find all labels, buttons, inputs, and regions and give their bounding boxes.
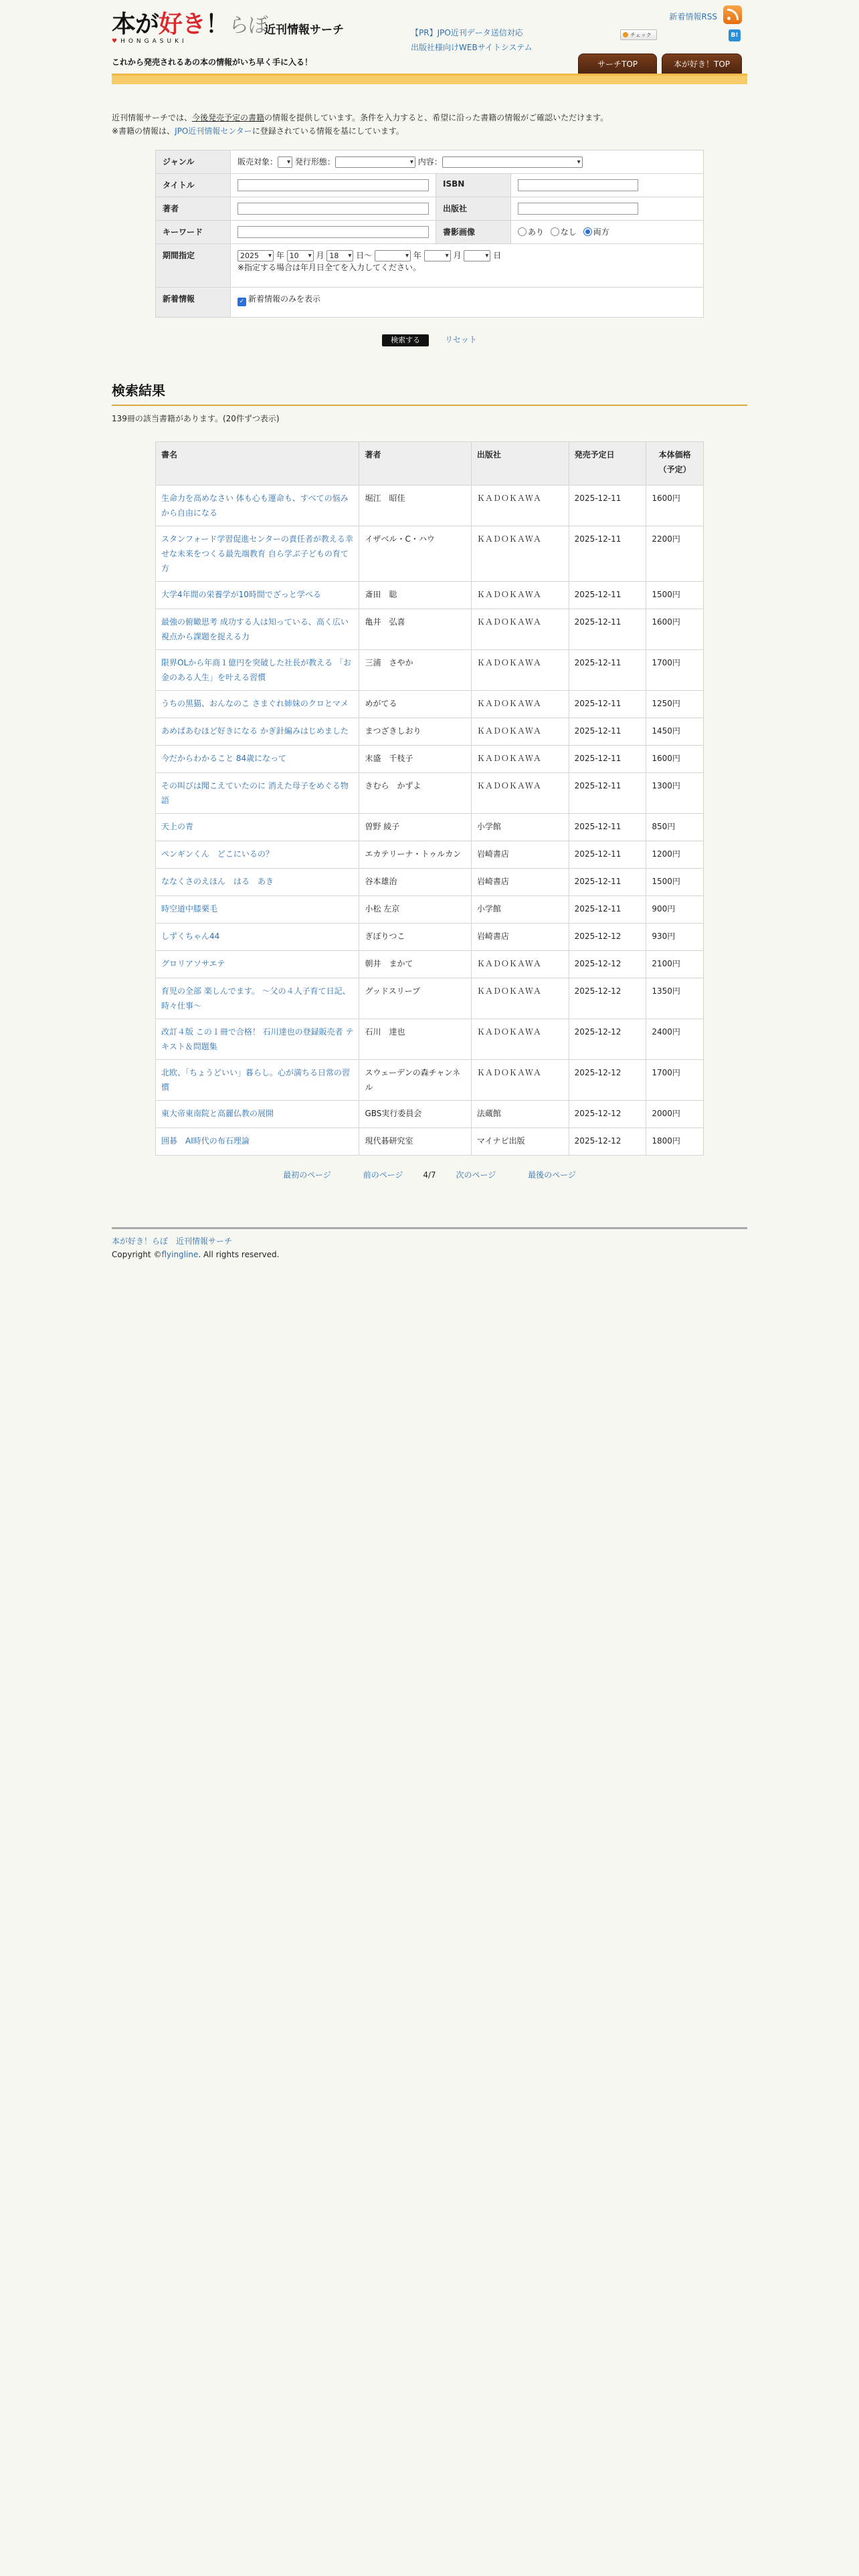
book-publisher: ＫＡＤＯＫＡＷＡ <box>476 1068 541 1077</box>
table-cell <box>359 869 471 896</box>
period-label: 期間指定 <box>156 244 231 288</box>
pagination <box>112 1169 747 1180</box>
author-input[interactable] <box>237 203 429 215</box>
table-row <box>156 896 704 924</box>
tab-site-top[interactable]: 本が好き！TOP <box>662 53 742 75</box>
table-cell <box>471 924 569 951</box>
book-author: 現代碁研究室 <box>365 1136 413 1146</box>
table-cell <box>471 486 569 526</box>
table-cell <box>646 582 704 609</box>
pr-label: 【PR】 <box>411 28 438 37</box>
table-cell <box>359 841 471 869</box>
table-cell <box>569 1128 646 1156</box>
book-publisher: マイナビ出版 <box>476 1136 525 1146</box>
book-publisher: ＫＡＤＯＫＡＷＡ <box>476 699 541 708</box>
end-month-select[interactable] <box>424 250 451 261</box>
book-author: ぎぼりつこ <box>365 932 405 941</box>
book-publisher: ＫＡＤＯＫＡＷＡ <box>476 534 541 544</box>
book-price: 1350円 <box>652 986 680 996</box>
book-release-date: 2025-12-12 <box>574 959 622 968</box>
book-author: 三浦 さやか <box>365 658 413 667</box>
table-cell <box>359 924 471 951</box>
target-select[interactable] <box>278 156 292 168</box>
table-row <box>156 869 704 896</box>
book-price: 1600円 <box>652 617 680 627</box>
book-price: 1700円 <box>652 1068 680 1077</box>
book-release-date: 2025-12-12 <box>574 932 622 941</box>
col-release-date: 発売予定日 <box>569 442 646 486</box>
end-day-select[interactable] <box>464 250 490 261</box>
table-cell <box>156 526 359 582</box>
isbn-label: ISBN <box>436 174 511 197</box>
book-title-link[interactable]: 改訂４版 この１冊で合格！ 石川達也の登録販売者 テキスト＆問題集 <box>161 1027 354 1051</box>
book-release-date: 2025-12-12 <box>574 986 622 996</box>
book-price: 900円 <box>652 904 676 914</box>
table-cell <box>156 978 359 1019</box>
book-title-link[interactable]: 限界OLから年商１億円を突破した社長が教える 「お金のある人生」を叶える習慣 <box>161 658 351 682</box>
table-cell <box>646 1019 704 1060</box>
table-cell <box>569 650 646 691</box>
keyword-input[interactable] <box>237 226 429 238</box>
pager-prev[interactable]: 前のページ <box>363 1170 403 1180</box>
book-title-link[interactable]: 今だからわかること 84歳になって <box>161 754 287 763</box>
book-price: 1800円 <box>652 1136 680 1146</box>
book-author: グッドスリープ <box>365 986 421 996</box>
table-row <box>156 1060 704 1101</box>
table-cell <box>569 718 646 746</box>
site-footer: 本が好き！らぼ 近刊情報サーチ Copyright ©flyingline. All rights reserved. <box>112 1227 747 1261</box>
table-row <box>156 951 704 978</box>
table-row <box>156 1019 704 1060</box>
table-cell <box>359 486 471 526</box>
cover-radio-no[interactable] <box>551 227 559 236</box>
book-release-date: 2025-12-11 <box>574 617 622 627</box>
table-cell <box>156 718 359 746</box>
keyword-label: キーワード <box>156 221 231 244</box>
table-cell <box>156 1128 359 1156</box>
table-cell <box>646 718 704 746</box>
logo-text: 本が好き！らぼ <box>112 10 268 38</box>
book-release-date: 2025-12-11 <box>574 726 622 736</box>
book-title-link[interactable]: 最強の俯瞰思考 成功する人は知っている、高く広い視点から課題を捉える力 <box>161 617 349 641</box>
book-author: 石川 達也 <box>365 1027 405 1037</box>
book-price: 1300円 <box>652 781 680 790</box>
table-cell <box>569 814 646 841</box>
table-cell <box>156 746 359 773</box>
table-cell <box>646 650 704 691</box>
book-publisher: 岩崎書店 <box>476 877 509 886</box>
col-price: 本体価格（予定） <box>646 442 704 486</box>
pager-next[interactable]: 次のページ <box>456 1170 496 1180</box>
book-publisher: 小学館 <box>476 904 501 914</box>
book-author: 小松 左京 <box>365 904 400 914</box>
book-title-link[interactable]: 育児の全部 楽しんでます。 ～父の４人子育て日記、時々仕事～ <box>161 986 351 1010</box>
table-cell <box>646 773 704 814</box>
book-publisher: ＫＡＤＯＫＡＷＡ <box>476 617 541 627</box>
col-publisher: 出版社 <box>471 442 569 486</box>
table-cell <box>156 773 359 814</box>
search-button[interactable]: 検索する <box>382 334 429 346</box>
form-buttons <box>112 334 747 346</box>
isbn-input[interactable] <box>518 179 638 191</box>
table-cell <box>156 951 359 978</box>
book-title-link[interactable]: 北欧、「ちょうどいい」暮らし。心が満ちる日常の習慣 <box>161 1068 351 1092</box>
book-publisher: 小学館 <box>476 822 501 831</box>
table-cell <box>471 841 569 869</box>
book-release-date: 2025-12-11 <box>574 822 622 831</box>
book-release-date: 2025-12-11 <box>574 494 622 503</box>
table-cell <box>569 582 646 609</box>
book-title-link[interactable]: あめぱあむほど好きになる かぎ針編みはじめました <box>161 726 349 736</box>
table-row <box>156 814 704 841</box>
new-only-checkbox[interactable]: ✓ <box>237 298 246 306</box>
table-cell <box>359 1060 471 1101</box>
book-author: GBS実行委員会 <box>365 1109 422 1118</box>
pr-link-web-system[interactable]: 出版社様向けWEBサイトシステム <box>411 43 533 52</box>
new-label: 新着情報 <box>156 288 231 318</box>
book-price: 930円 <box>652 932 676 941</box>
site-header <box>112 0 747 87</box>
table-row <box>156 773 704 814</box>
book-author: 曽野 綾子 <box>365 822 400 831</box>
table-cell <box>646 526 704 582</box>
table-cell <box>471 1019 569 1060</box>
book-title-link[interactable]: 生命力を高めなさい 体も心も運命も、すべての悩みから自由になる <box>161 494 349 518</box>
book-author: エカテリーナ・トゥルカン <box>365 849 462 859</box>
table-row <box>156 718 704 746</box>
table-cell <box>156 691 359 718</box>
table-cell <box>359 814 471 841</box>
site-tagline: これから発売されるあの本の情報がいち早く手に入る！ <box>112 58 313 67</box>
book-release-date: 2025-12-11 <box>574 849 622 859</box>
book-price: 2100円 <box>652 959 680 968</box>
book-price: 1600円 <box>652 494 680 503</box>
book-release-date: 2025-12-11 <box>574 534 622 544</box>
book-publisher: ＫＡＤＯＫＡＷＡ <box>476 1027 541 1037</box>
book-title-link[interactable]: 時空道中膝栗毛 <box>161 904 218 914</box>
pr-block <box>411 25 533 55</box>
book-price: 1600円 <box>652 754 680 763</box>
table-cell <box>471 650 569 691</box>
pr-link-jpo[interactable]: JPO近刊データ送信対応 <box>437 28 523 37</box>
table-cell <box>156 924 359 951</box>
book-release-date: 2025-12-12 <box>574 1068 622 1077</box>
table-cell <box>156 1060 359 1101</box>
book-release-date: 2025-12-11 <box>574 699 622 708</box>
header-divider-bar <box>112 74 747 84</box>
table-cell <box>471 691 569 718</box>
format-select[interactable] <box>335 156 415 168</box>
book-author: きむら かずよ <box>365 781 421 790</box>
table-cell <box>359 1128 471 1156</box>
book-author: 朝井 まかて <box>365 959 413 968</box>
col-author: 著者 <box>359 442 471 486</box>
cover-radio-both[interactable] <box>583 227 592 236</box>
table-row <box>156 486 704 526</box>
book-author: 谷本雄治 <box>365 877 397 886</box>
table-cell <box>646 951 704 978</box>
table-row <box>156 650 704 691</box>
book-price: 850円 <box>652 822 676 831</box>
table-row <box>156 691 704 718</box>
table-cell <box>471 773 569 814</box>
table-cell <box>471 814 569 841</box>
table-cell <box>156 814 359 841</box>
book-title-link[interactable]: グロリアソサエテ <box>161 959 225 968</box>
book-release-date: 2025-12-11 <box>574 754 622 763</box>
logo-roman: ♥HONGASUKI <box>112 38 187 45</box>
table-cell <box>471 718 569 746</box>
book-publisher: ＫＡＤＯＫＡＷＡ <box>476 959 541 968</box>
book-title-link[interactable]: ペンギンくん どこにいるの？ <box>161 849 274 859</box>
table-cell <box>646 1060 704 1101</box>
table-cell <box>646 691 704 718</box>
table-cell <box>359 978 471 1019</box>
table-cell <box>359 1101 471 1128</box>
table-cell <box>646 869 704 896</box>
table-cell <box>569 896 646 924</box>
book-publisher: 岩崎書店 <box>476 932 509 941</box>
table-cell <box>569 609 646 650</box>
book-title-link[interactable]: 天上の青 <box>161 822 194 831</box>
rss-icon[interactable] <box>723 5 742 24</box>
cover-label: 書影画像 <box>436 221 511 244</box>
book-author: イザベル・C・ハウ <box>365 534 435 544</box>
book-title-link[interactable]: しずくちゃん44 <box>161 932 220 941</box>
book-price: 1250円 <box>652 699 680 708</box>
pager-first[interactable]: 最初のページ <box>283 1170 331 1180</box>
book-release-date: 2025-12-12 <box>574 1136 622 1146</box>
table-cell <box>569 1019 646 1060</box>
book-price: 1200円 <box>652 849 680 859</box>
table-cell <box>569 924 646 951</box>
table-row <box>156 746 704 773</box>
table-cell <box>569 951 646 978</box>
publisher-label: 出版社 <box>436 197 511 221</box>
table-cell <box>156 650 359 691</box>
table-row <box>156 1101 704 1128</box>
book-release-date: 2025-12-11 <box>574 658 622 667</box>
table-cell <box>569 773 646 814</box>
book-release-date: 2025-12-11 <box>574 781 622 790</box>
book-release-date: 2025-12-12 <box>574 1027 622 1037</box>
table-cell <box>156 869 359 896</box>
table-cell <box>646 841 704 869</box>
book-author: まつざきしおり <box>365 726 421 736</box>
results-table <box>155 441 704 1156</box>
results-count: 139冊の該当書籍があります。(20件ずつ表示) <box>112 414 280 423</box>
hatena-check-button[interactable]: チェック <box>620 29 657 40</box>
table-cell <box>156 582 359 609</box>
title-input[interactable] <box>237 179 429 191</box>
bookmark-share-icon[interactable]: B! <box>729 29 741 41</box>
table-cell <box>359 691 471 718</box>
genre-label: ジャンル <box>156 150 231 174</box>
book-title-link[interactable]: うちの黒猫、おんなのこ さまぐれ姉妹のクロとマメ <box>161 699 349 708</box>
content-select[interactable] <box>442 156 583 168</box>
table-cell <box>359 609 471 650</box>
book-price: 1450円 <box>652 726 680 736</box>
table-cell <box>569 1101 646 1128</box>
start-month-select[interactable]: 10 ▾ <box>287 250 314 261</box>
table-cell <box>156 896 359 924</box>
table-cell <box>156 1019 359 1060</box>
title-label: タイトル <box>156 174 231 197</box>
table-row <box>156 841 704 869</box>
book-release-date: 2025-12-12 <box>574 1109 622 1118</box>
table-cell <box>471 978 569 1019</box>
start-day-select[interactable]: 18 ▾ <box>326 250 353 261</box>
results-heading: 検索結果 <box>112 380 747 406</box>
book-publisher: 岩崎書店 <box>476 849 509 859</box>
table-cell <box>156 609 359 650</box>
table-cell <box>569 1060 646 1101</box>
book-title-link[interactable]: 囲碁 AI時代の布石理論 <box>161 1136 250 1146</box>
table-cell <box>646 486 704 526</box>
book-publisher: ＫＡＤＯＫＡＷＡ <box>476 726 541 736</box>
book-author: 亀井 弘喜 <box>365 617 405 627</box>
table-cell <box>569 526 646 582</box>
table-row <box>156 1128 704 1156</box>
logo-subtitle: 近刊情報サーチ <box>264 23 344 37</box>
table-cell <box>471 896 569 924</box>
table-cell <box>646 814 704 841</box>
book-price: 1700円 <box>652 658 680 667</box>
tab-search-top[interactable]: サーチTOP <box>578 53 657 75</box>
table-cell <box>471 1128 569 1156</box>
book-author: めがてる <box>365 699 397 708</box>
period-note: ※指定する場合は年月日全てを入力してください。 <box>237 263 421 272</box>
footer-company-link[interactable]: flyingline <box>161 1250 199 1259</box>
book-publisher: ＫＡＤＯＫＡＷＡ <box>476 494 541 503</box>
book-author: スウェーデンの森チャンネル <box>365 1068 461 1092</box>
table-cell <box>646 1128 704 1156</box>
heart-icon: ♥ <box>112 38 121 45</box>
book-price: 1500円 <box>652 590 680 599</box>
table-cell <box>471 869 569 896</box>
book-release-date: 2025-12-11 <box>574 877 622 886</box>
table-cell <box>471 951 569 978</box>
table-cell <box>359 896 471 924</box>
table-cell <box>569 841 646 869</box>
table-cell <box>471 1101 569 1128</box>
table-cell <box>359 650 471 691</box>
cover-radio-yes[interactable] <box>518 227 527 236</box>
book-title-link[interactable]: 東大帝東南院と高麗仏教の展開 <box>161 1109 274 1118</box>
search-form: ジャンル 販売対象：▾ 発行形態：▾ 内容：▾ タイトル ISBN 著者 出版社 キーワード 書影画像 あり なし 両方 期間指定 2025 ▾ 年 10 ▾ 月 18 ▾ 日～ ▾ 年 ▾ 月 ▾ 日 ※指定する場合は年月日全てを入力してください。 新着情報 ✓ 新着情報のみを表示 <box>155 150 704 318</box>
rss-link[interactable]: 新着情報RSS <box>669 12 717 21</box>
book-author: 堀江 昭佳 <box>365 494 405 503</box>
table-cell <box>156 841 359 869</box>
book-price: 1500円 <box>652 877 680 886</box>
reset-link[interactable]: リセット <box>444 335 477 344</box>
table-cell <box>359 1019 471 1060</box>
book-publisher: 法蔵館 <box>476 1109 501 1118</box>
table-cell <box>646 978 704 1019</box>
table-cell <box>359 582 471 609</box>
footer-site-link[interactable]: 本が好き！らぼ 近刊情報サーチ <box>112 1237 233 1246</box>
table-cell <box>646 1101 704 1128</box>
pager-current: 4/7 <box>423 1170 436 1180</box>
table-cell <box>359 746 471 773</box>
col-title: 書名 <box>156 442 359 486</box>
book-publisher: ＫＡＤＯＫＡＷＡ <box>476 590 541 599</box>
table-cell <box>569 486 646 526</box>
table-cell <box>471 582 569 609</box>
author-label: 著者 <box>156 197 231 221</box>
table-cell <box>156 1101 359 1128</box>
book-publisher: ＫＡＤＯＫＡＷＡ <box>476 658 541 667</box>
table-cell <box>646 896 704 924</box>
table-row <box>156 609 704 650</box>
book-price: 2200円 <box>652 534 680 544</box>
book-publisher: ＫＡＤＯＫＡＷＡ <box>476 986 541 996</box>
table-row <box>156 978 704 1019</box>
table-cell <box>471 1060 569 1101</box>
book-title-link[interactable]: ななくさのえほん はる あき <box>161 877 274 886</box>
table-cell <box>569 978 646 1019</box>
table-cell <box>471 609 569 650</box>
table-cell <box>646 746 704 773</box>
book-price: 2000円 <box>652 1109 680 1118</box>
jpo-center-link[interactable]: JPO近刊情報センター <box>175 126 252 136</box>
table-cell <box>569 869 646 896</box>
book-publisher: ＫＡＤＯＫＡＷＡ <box>476 781 541 790</box>
table-cell <box>359 773 471 814</box>
table-cell <box>646 609 704 650</box>
table-cell <box>646 924 704 951</box>
book-author: 斎田 聡 <box>365 590 397 599</box>
table-cell <box>569 691 646 718</box>
table-row <box>156 924 704 951</box>
table-cell <box>359 718 471 746</box>
table-cell <box>359 951 471 978</box>
book-title-link[interactable]: 大学4年間の栄養学が10時間でざっと学べる <box>161 590 321 599</box>
end-year-select[interactable] <box>375 250 411 261</box>
table-cell <box>156 486 359 526</box>
book-title-link[interactable]: スタンフォード学習促進センターの責任者が教える幸せな未来をつくる最先端教育 自ら学ぶ子どもの育て方 <box>161 534 353 573</box>
book-release-date: 2025-12-11 <box>574 904 622 914</box>
table-cell <box>471 746 569 773</box>
book-author: 末盛 千枝子 <box>365 754 413 763</box>
book-publisher: ＫＡＤＯＫＡＷＡ <box>476 754 541 763</box>
book-price: 2400円 <box>652 1027 680 1037</box>
table-cell <box>569 746 646 773</box>
publisher-input[interactable] <box>518 203 638 215</box>
start-year-select[interactable]: 2025 ▾ <box>237 250 274 261</box>
pager-last[interactable]: 最後のページ <box>528 1170 576 1180</box>
table-row <box>156 526 704 582</box>
table-row <box>156 582 704 609</box>
table-cell <box>359 526 471 582</box>
book-release-date: 2025-12-11 <box>574 590 622 599</box>
table-cell <box>471 526 569 582</box>
intro-text: 近刊情報サーチでは、今後発売予定の書籍の情報を提供しています。条件を入力すると、希望に沿った書籍の情報がご確認いただけます。 ※書籍の情報は、JPO近刊情報センターに登録されている情報を基にしています。 <box>112 113 609 136</box>
book-title-link[interactable]: その叫びは聞こえていたのに 消えた母子をめぐる物語 <box>161 781 349 805</box>
